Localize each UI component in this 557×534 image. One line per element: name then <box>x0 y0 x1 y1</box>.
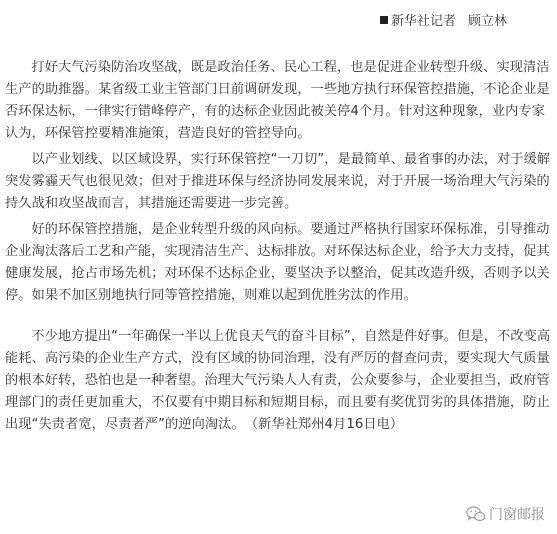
byline-marker <box>380 16 388 24</box>
watermark <box>466 504 545 524</box>
article-body <box>5 57 553 436</box>
watermark-label: 门窗邮报 <box>489 507 545 523</box>
byline-author: 顾立林 <box>467 14 507 29</box>
byline-source: 新华社记者 <box>390 14 456 29</box>
paragraph-1: 打好大气污染防治攻坚战，既是政治任务、民心工程，也是促进企业转型升级、实现清洁生产的助推器。某省级工业主管部门日前调研发现，一些地方执行环保管控措施，不论企业是否环保达标，一律实行错峰停产，有的达标企业因此被关停4个月。针对这种现象，业内专家认为，环保管控要精准施策，营造良好的管控导向。 <box>5 60 550 141</box>
byline <box>380 10 507 29</box>
paragraph-2: 以产业划线、以区域设界，实行环保管控“一刀切”，是最简单、最省事的办法，对于缓解突发雾霾天气也很见效；但对于推进环保与经济协同发展来说，对于开展一场治理大气污染的持久战和攻坚战而言，其措施还需要进一步完善。 <box>5 152 551 211</box>
paragraph-4: 不少地方提出“一年确保一半以上优良天气的奋斗目标”，自然是件好事。但是，不改变高能耗、高污染的企业生产方式，没有区域的协同治理，没有严厉的督查问责，要实现大气质量的根本好转，恐怕也是一种奢望。治理大气污染人人有责，公众要参与，企业要担当，政府管理部门的责任更加重大，不仅要有中期目标和短期目标，而且要有奖优罚劣的具体措施，防止出现“失责者宽，尽责者严”的逆向淘汰。 （新华社郑州4月16日电） <box>5 329 551 432</box>
paragraph-3: 好的环保管控措施，是企业转型升级的风向标。要通过严格执行国家环保标准，引导推动企业淘汰落后工艺和产能，实现清洁生产、达标排放。对环保达标企业，给予大力支持，促其健康发展，抢占市场先机；对环保不达标企业，要坚决予以整治，促其改造升级，否则予以关停。如果不加区别地执行同等管控措施，则难以起到优胜劣汰的作用。 <box>5 222 550 303</box>
wechat-icon <box>466 505 486 523</box>
